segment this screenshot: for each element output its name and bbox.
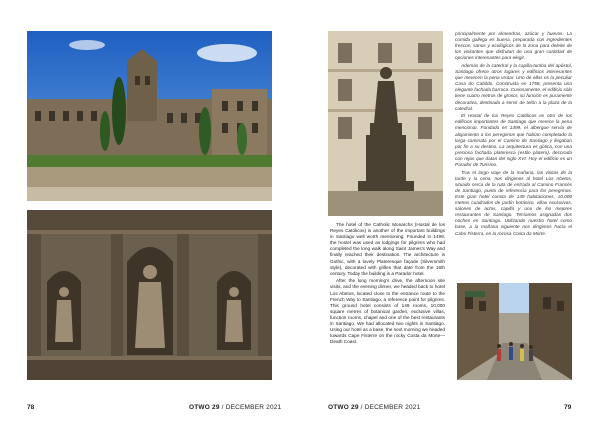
spanish-paragraph: Además de la catedral y la capilla-tumba del apóstol, Santiago ofrece otros lugares y edificios interesantes que merecen la pena visitar. Uno de ellos es la peculiar Casa do Cabildo. Construida en 1758, presenta una elegante fachada barroca. Curiosamente, el edificio sólo tiene cuatro metros de grosor, su función es puramente decorativa, destinada a servir de telón a la plaza de la catedral. — [455, 62, 572, 111]
page-number-left: 78 — [27, 404, 35, 411]
issue-date: DECEMBER 2021 — [364, 404, 421, 411]
spanish-paragraph: Tras el largo viaje de la mañana, las visitas de la tarde y la cena, nos dirigimos al hotel Los Abetos, situado cerca de la ruta de entrada al Camino Francés de Santiago, punto de referencia para los peregrinos. Este gran hotel consta de 149 habitaciones, 10.000 metros cuadrados de jardín botánico, villas exclusivas, salones de actos, capilla y uno de los mejores restaurantes de Santiago. Teníamos asignadas dos noches en Santiago. Utilizando nuestro hotel como base, a la mañana siguiente nos dirigimos hacia el Cabo Fisterra, en la rocosa Costa da Morte. — [455, 169, 572, 236]
issue-date: DECEMBER 2021 — [225, 404, 282, 411]
english-paragraph: After the long morning's drive, the afternoon site visits, and the evening dinner, we headed back to hotel Los Abetos, located close to the entrance route to the French Way to Santiago, a reference point for pilgrims. This ground hotel consists of 149 rooms, 10,000 square metres of botanical garden, exclusive villas, function rooms, chapel and one of the best restaurants in Santiago. We had allocated two nights in Santiago. Using our hotel as a base, the next morning we headed towards Cape Fisterre on the rocky Costa da Morte—Death Coast. — [330, 278, 445, 345]
spanish-paragraph: El Hostal de los Reyes Católicos es otro de los edificios importantes de Santiago que merece la pena mencionar. Fundado en 1499, el albergue servía de alojamiento a los peregrinos que habían completado la larga caminata por el Camino de Santiago y llegaban por fin a su destino. La arquitectura es gótica, con una preciosa fachada plateresca (estilo platero), decorada con rejas que datan del siglo XVI. Hoy el edificio es un Parador de Turismo. — [455, 113, 572, 167]
street-scene-photo — [457, 283, 572, 380]
english-paragraph: The hotel of the Catholic Monarchs (Hostal de los Reyes Católicos) is another of the important buildings in Santiago well worth mentioning. Founded in 1499, the hostel was used as lodgings for pilgrims who had completed the long walk along Saint James's Way and finally reached their destination. The architecture is Gothic, with a lovely Plateresque façade (Silversmith style), decorated with grilles that date from the 16th century. Today the building is a Parador hotel. — [330, 222, 445, 276]
magazine-name: OTWO 29 — [189, 404, 220, 411]
spanish-paragraph: principalmente por almendras, azúcar y huevos. La comida gallega es buena, preparada con ingredientes frescos, sanos y ecológicos de la zona para deleite de los visitantes que disfrutan de una gran cantidad de opciones interesantes para elegir. — [455, 31, 572, 61]
magazine-name: OTWO 29 — [328, 404, 359, 411]
statue-monument-photo — [328, 31, 443, 216]
hostel-exterior-photo — [27, 31, 272, 201]
facade-statues-photo — [27, 210, 272, 380]
running-footer-right: OTWO 29 / DECEMBER 2021 — [328, 404, 421, 411]
spanish-article-text — [455, 31, 572, 238]
page-number-right: 79 — [564, 404, 572, 411]
running-footer-left: OTWO 29 / DECEMBER 2021 — [189, 404, 282, 411]
right-page — [300, 0, 600, 423]
english-article-text — [330, 222, 445, 347]
